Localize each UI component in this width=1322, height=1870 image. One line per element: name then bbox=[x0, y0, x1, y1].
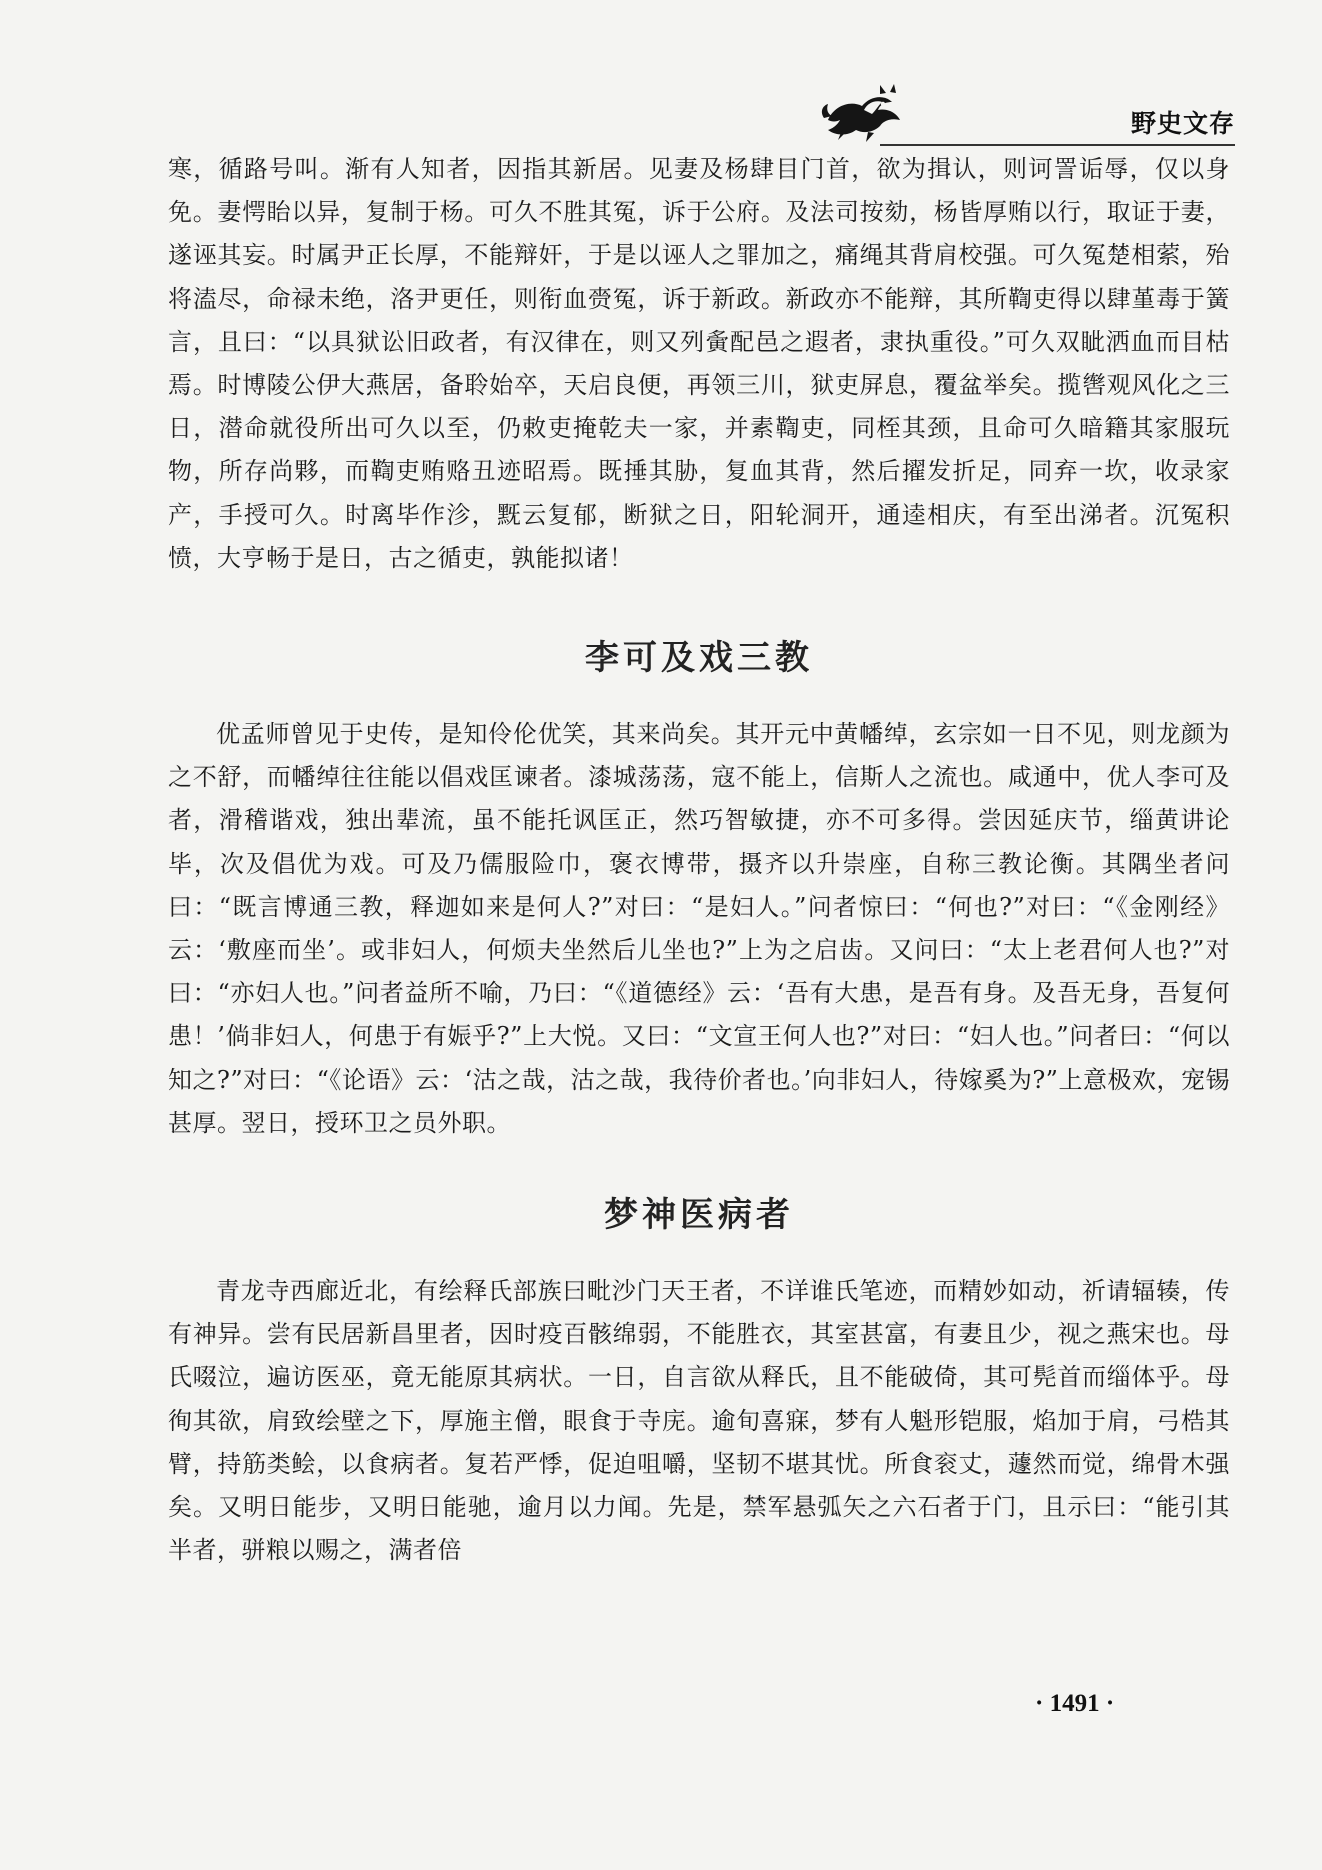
header-title: 野史文存 bbox=[1130, 109, 1235, 138]
running-header bbox=[820, 82, 1235, 152]
dragon-emblem-icon bbox=[820, 82, 910, 144]
section-paragraph-mengshen: 青龙寺西廊近北，有绘释氏部族曰毗沙门天王者，不详谁氏笔迹，而精妙如动，祈请辐辏，传有神异。尝有民居新昌里者，因时疫百骸绵弱，不能胜衣，其室甚富，有妻且少，视之燕宋也。母氏啜泣，遍访医巫，竟无能原其病状。一日，自言欲从释氏，且不能破倚，其可髡首而缁体乎。母徇其欲，肩致绘壁之下，厚施主僧，眼食于寺庑。逾旬喜寐，梦有人魁形铠服，焰加于肩，弓梏其臂，持筋类鲙，以食病者。复若严悸，促迫咀嚼，坚韧不堪其忧。所食衮丈，蘧然而觉，绵骨木强矣。又明日能步，又明日能驰，逾月以力闻。先是，禁军悬弧矢之六石者于门，且示曰：“能引其半者，骈粮以赐之，满者倍 bbox=[168, 1277, 1230, 1565]
section-paragraph-li-keji: 优孟师曾见于史传，是知伶伦优笑，其来尚矣。其开元中黄幡绰，玄宗如一日不见，则龙颜为之不舒，而幡绰往往能以倡戏匡谏者。漆城荡荡，寇不能上，信斯人之流也。咸通中，优人李可及者，滑稽谐戏，独出辈流，虽不能托讽匡正，然巧智敏捷，亦不可多得。尝因延庆节，缁黄讲论毕，次及倡优为戏。可及乃儒服险巾，褒衣博带，摄齐以升崇座，自称三教论衡。其隅坐者问曰：“既言博通三教，释迦如来是何人?”对曰：“是妇人。”问者惊曰：“何也?”对曰：“《金刚经》云：‘敷座而坐’。或非妇人，何烦夫坐然后儿坐也?”上为之启齿。又问曰：“太上老君何人也?”对曰：“亦妇人也。”问者益所不喻，乃曰：“《道德经》云：‘吾有大患，是吾有身。及吾无身，吾复何患！’倘非妇人，何患于有娠乎?”上大悦。又曰：“文宣王何人也?”对曰：“妇人也。”问者曰：“何以知之?”对曰：“《论语》云：‘沽之哉，沽之哉，我待价者也。’向非妇人，待嫁奚为?”上意极欢，宠锡甚厚。翌日，授环卫之员外职。 bbox=[168, 720, 1230, 1137]
section-title-mengshen: 梦神医病者 bbox=[604, 1195, 794, 1236]
intro-paragraph: 寒，循路号叫。渐有人知者，因指其新居。见妻及杨肆目门首，欲为揖认，则诃詈诟辱，仅以身免。妻愕眙以异，复制于杨。可久不胜其冤，诉于公府。及法司按劾，杨皆厚贿以行，取证于妻，遂诬其妄。时属尹正长厚，不能辩奸，于是以诬人之罪加之，痛绳其背肩校强。可久冤楚相萦，殆将溘尽，命禄未绝，洛尹更任，则衔血赍冤，诉于新政。新政亦不能辩，其所鞫吏得以肆堇毒于簧言，且曰：“以具狱讼旧政者，有汉律在，则又列夤配邑之遐者，隶执重役。”可久双眦洒血而目枯焉。时博陵公伊大燕居，备聆始卒，天启良便，再领三川，狱吏屏息，覆盆举矣。揽辔观风化之三日，潜命就役所出可久以至，仍敕吏掩乾夫一家，并素鞫吏，同桎其颈，且命可久暗籍其家服玩物，所存尚夥，而鞫吏贿赂丑迹昭焉。既捶其胁，复血其背，然后擢发折足，同弃一坎，收录家产，手授可久。时离毕作沴，黖云复郁，断狱之日，阳轮洞开，通逵相庆，有至出涕者。沉冤积愤，大亨畅于是日，古之循吏，孰能拟诸！ bbox=[168, 155, 1230, 572]
section-title-li-keji: 李可及戏三教 bbox=[585, 638, 813, 679]
page-body bbox=[168, 148, 1230, 1572]
page-number: · 1491 · bbox=[1035, 1690, 1115, 1717]
header-rule bbox=[880, 144, 1235, 146]
